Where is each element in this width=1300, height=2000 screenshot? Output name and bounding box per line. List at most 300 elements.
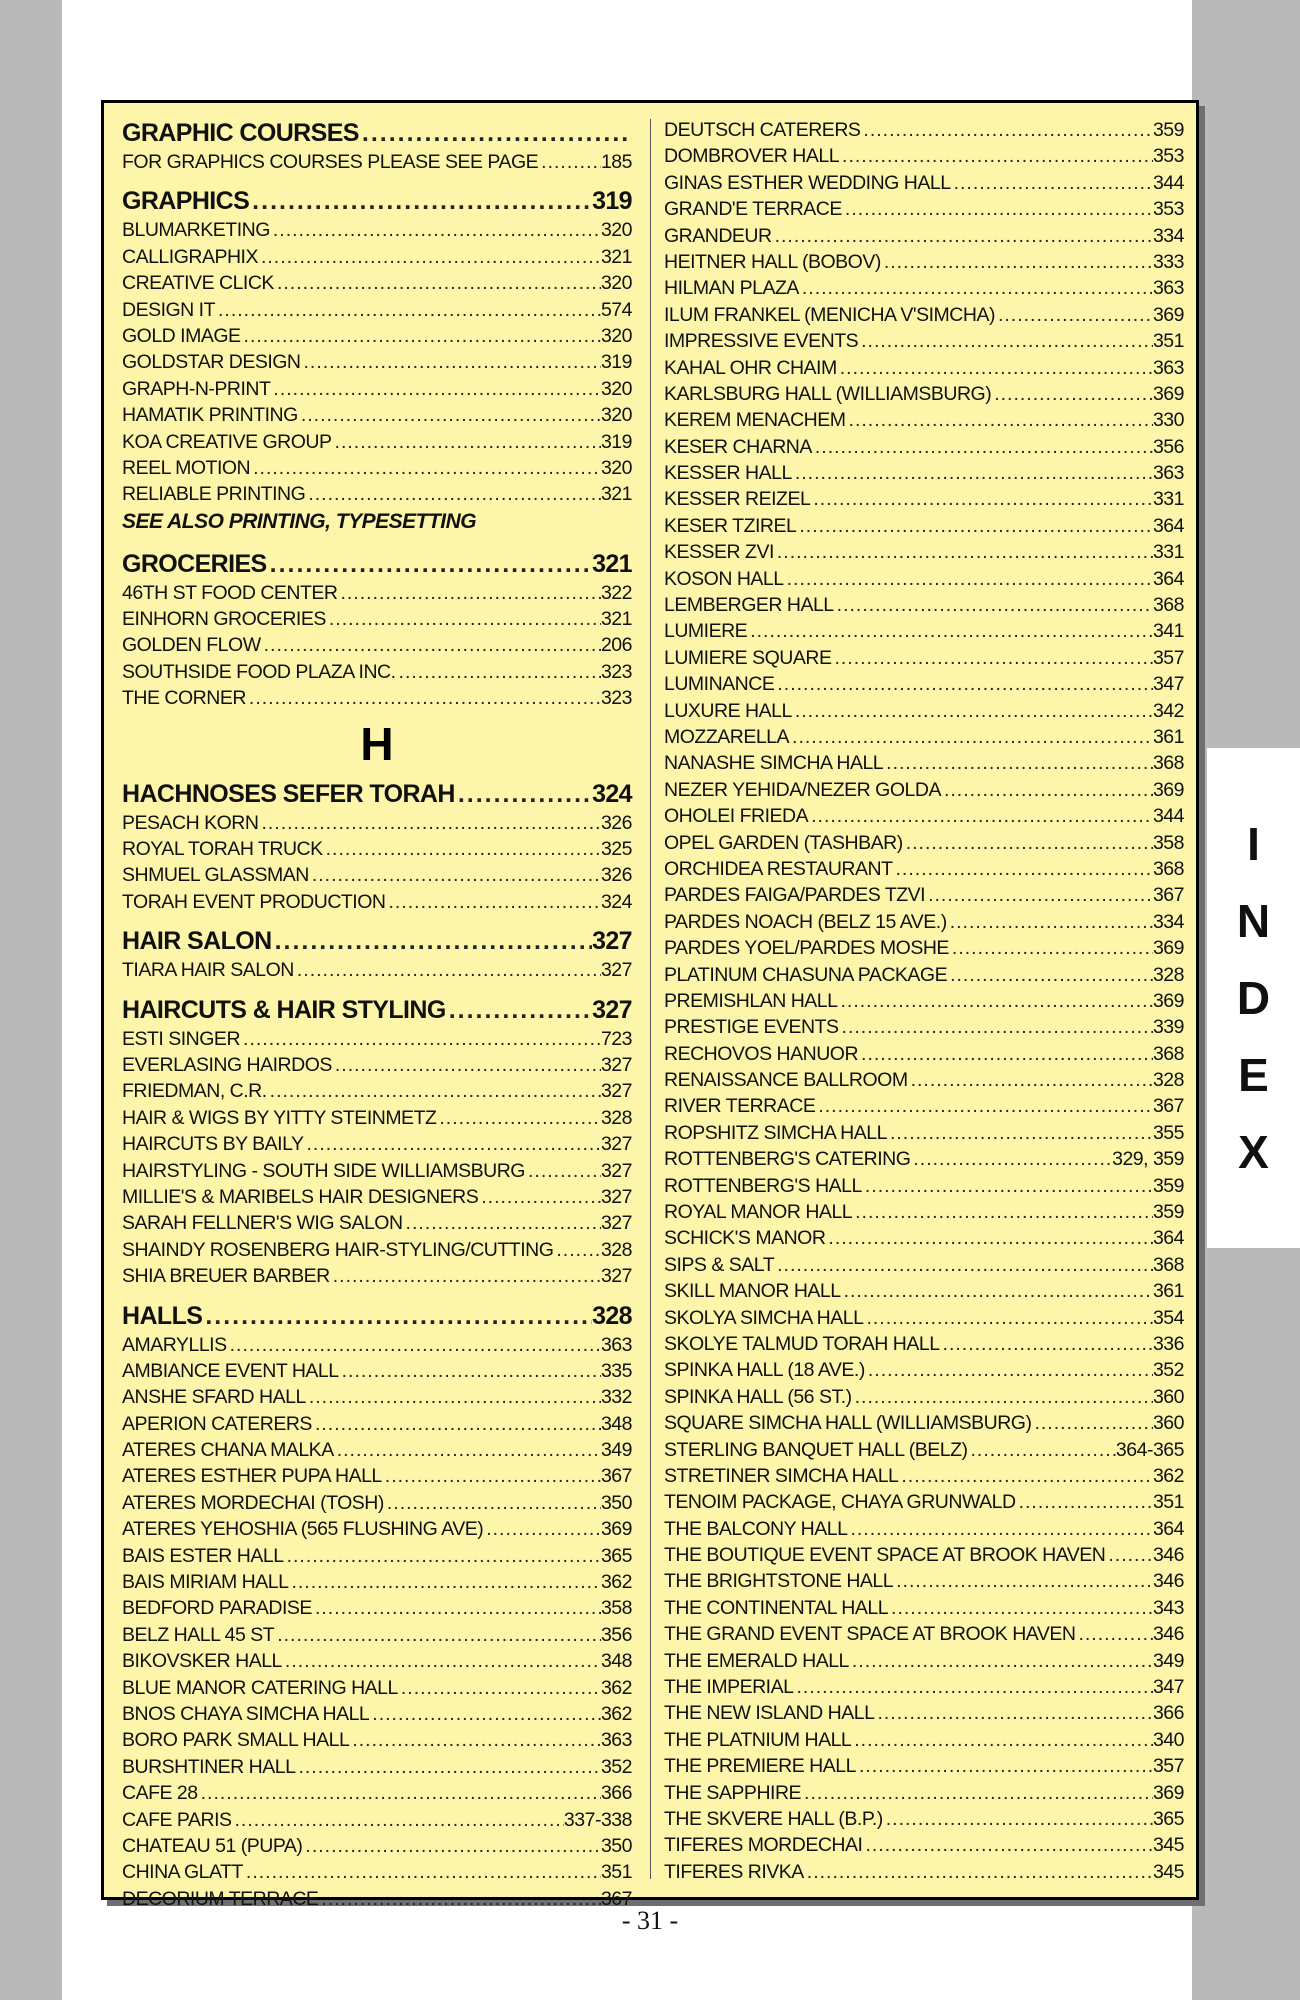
entry-label: THE BALCONY HALL <box>664 1517 848 1540</box>
entry-page-number: 206 <box>600 634 632 657</box>
dot-leader <box>334 1439 601 1462</box>
index-entry <box>664 620 1184 646</box>
index-entry <box>664 1280 1184 1306</box>
dot-leader <box>815 1095 1153 1118</box>
entry-label: PREMISHLAN HALL <box>664 989 838 1012</box>
entry-label: BNOS CHAYA SIMCHA HALL <box>122 1702 370 1725</box>
dot-leader <box>856 1755 1153 1778</box>
entry-page-number: 354 <box>1152 1306 1184 1329</box>
entry-label: THE IMPERIAL <box>664 1676 794 1699</box>
index-entry <box>122 1571 632 1597</box>
dot-leader <box>384 1492 601 1515</box>
category-heading-label: HACHNOSES SEFER TORAH <box>122 779 455 808</box>
index-entry <box>664 119 1184 145</box>
category-page-number: 328 <box>592 1301 632 1330</box>
dot-leader <box>198 1782 601 1805</box>
dot-leader <box>747 620 1153 643</box>
dot-leader <box>338 582 601 605</box>
entry-label: ROTTENBERG'S CATERING <box>664 1148 911 1171</box>
index-entry <box>122 1239 632 1265</box>
dot-leader <box>812 436 1153 459</box>
dot-leader <box>796 515 1153 538</box>
entry-page-number: 344 <box>1152 805 1184 828</box>
dot-leader <box>784 568 1153 591</box>
entry-page-number: 346 <box>1152 1544 1184 1567</box>
entry-label: KOA CREATIVE GROUP <box>122 430 332 453</box>
index-entry <box>664 1544 1184 1570</box>
index-entry <box>664 383 1184 409</box>
index-tab-letter: D <box>1236 971 1271 1024</box>
dot-leader <box>858 1043 1153 1066</box>
entry-label: EVERLASING HAIRDOS <box>122 1053 332 1076</box>
dot-leader <box>774 673 1153 696</box>
index-entry <box>664 1254 1184 1280</box>
entry-page-number: 327 <box>600 1159 632 1182</box>
index-entry <box>664 805 1184 831</box>
category-heading <box>122 187 632 219</box>
entry-page-number: 325 <box>600 838 632 861</box>
dot-leader <box>951 172 1153 195</box>
entry-label: GOLD IMAGE <box>122 324 241 347</box>
entry-page-number: 336 <box>1152 1332 1184 1355</box>
category-heading <box>122 119 632 151</box>
dot-leader <box>258 812 601 835</box>
entry-label: CAFE 28 <box>122 1782 198 1805</box>
dot-leader <box>941 779 1153 802</box>
dot-leader <box>903 832 1153 855</box>
index-entry <box>664 515 1184 541</box>
column-divider <box>650 119 651 1879</box>
entry-page-number: 324 <box>600 890 632 913</box>
entry-label: MOZZARELLA <box>664 725 790 748</box>
index-entry <box>664 673 1184 699</box>
dot-leader <box>538 151 601 174</box>
entry-label: BIKOVSKER HALL <box>122 1650 282 1673</box>
index-entry <box>664 1439 1184 1465</box>
index-entry <box>122 608 632 634</box>
entry-label: PARDES YOEL/PARDES MOSHE <box>664 937 949 960</box>
entry-label: SHAINDY ROSENBERG HAIR-STYLING/CUTTING <box>122 1238 554 1261</box>
entry-page-number: 357 <box>1152 646 1184 669</box>
index-entry <box>122 582 632 608</box>
index-entry <box>664 1597 1184 1623</box>
dot-leader <box>949 937 1153 960</box>
category-page-number: 319 <box>592 187 632 216</box>
entry-page-number: 327 <box>600 1133 632 1156</box>
index-entry <box>122 1186 632 1212</box>
entry-label: ORCHIDEA RESTAURANT <box>664 857 893 880</box>
entry-page-number: 366 <box>1152 1702 1184 1725</box>
index-entry <box>122 246 632 272</box>
index-entry <box>664 1623 1184 1649</box>
entry-label: KESSER ZVI <box>664 541 774 564</box>
index-entry <box>664 700 1184 726</box>
index-entry <box>664 1359 1184 1385</box>
entry-page-number: 352 <box>1152 1359 1184 1382</box>
entry-page-number: 347 <box>1152 1676 1184 1699</box>
see-also-note: SEE ALSO PRINTING, TYPESETTING <box>122 509 477 533</box>
dot-leader <box>898 1465 1153 1488</box>
dot-leader <box>326 608 601 631</box>
dot-leader <box>525 1160 601 1183</box>
index-entry <box>664 225 1184 251</box>
dot-leader <box>825 1227 1153 1250</box>
index-entry <box>122 1028 632 1054</box>
dot-leader <box>1031 1412 1153 1435</box>
entry-page-number: 341 <box>1152 620 1184 643</box>
index-entry <box>122 864 632 890</box>
entry-page-number: 369 <box>600 1518 632 1541</box>
entry-page-number: 364 <box>1152 1227 1184 1250</box>
dot-leader <box>240 1028 601 1051</box>
dot-leader <box>478 1186 601 1209</box>
index-entry <box>664 1755 1184 1781</box>
entry-label: STRETINER SIMCHA HALL <box>664 1464 899 1487</box>
entry-label: SOUTHSIDE FOOD PLAZA INC. <box>122 660 396 683</box>
dot-leader <box>874 1702 1152 1725</box>
dot-leader <box>862 1175 1153 1198</box>
entry-page-number: 345 <box>1152 1860 1184 1883</box>
category-heading-label: GROCERIES <box>122 549 267 578</box>
entry-page-number: 321 <box>600 608 632 631</box>
dot-leader <box>446 996 592 1025</box>
entry-page-number: 322 <box>600 581 632 604</box>
entry-page-number: 574 <box>600 298 632 321</box>
entry-page-number: 364 <box>1152 567 1184 590</box>
entry-label: KAHAL OHR CHAIM <box>664 356 837 379</box>
entry-page-number: 320 <box>600 377 632 400</box>
entry-page-number: 353 <box>1152 198 1184 221</box>
entry-label: DOMBROVER HALL <box>664 145 840 168</box>
entry-label: RENAISSANCE BALLROOM <box>664 1069 908 1092</box>
entry-label: DESIGN IT <box>122 298 216 321</box>
dot-leader <box>288 1571 600 1594</box>
entry-label: GRAND'E TERRACE <box>664 198 842 221</box>
dot-leader <box>267 1080 601 1103</box>
entry-page-number: 368 <box>1152 594 1184 617</box>
entry-page-number: 364 <box>1152 514 1184 537</box>
entry-page-number: 353 <box>1152 145 1184 168</box>
entry-label: THE BRIGHTSTONE HALL <box>664 1570 894 1593</box>
entry-page-number: 339 <box>1152 1016 1184 1039</box>
right-column <box>664 119 1184 1887</box>
entry-page-number: 356 <box>1152 435 1184 458</box>
index-entry <box>122 1160 632 1186</box>
entry-page-number: 369 <box>1152 1781 1184 1804</box>
entry-page-number: 356 <box>600 1623 632 1646</box>
dot-leader <box>305 483 601 506</box>
entry-label: TIFERES RIVKA <box>664 1860 804 1883</box>
dot-leader <box>250 457 601 480</box>
entry-page-number: 350 <box>600 1491 632 1514</box>
dot-leader <box>382 1465 601 1488</box>
entry-page-number: 360 <box>1152 1385 1184 1408</box>
entry-page-number: 368 <box>1152 1253 1184 1276</box>
dot-leader <box>385 891 600 914</box>
entry-label: TIFERES MORDECHAI <box>664 1834 863 1857</box>
entry-page-number: 363 <box>1152 356 1184 379</box>
entry-label: MILLIE'S & MARIBELS HAIR DESIGNERS <box>122 1185 479 1208</box>
entry-page-number: 327 <box>600 1212 632 1235</box>
dot-leader <box>398 1677 601 1700</box>
index-entry <box>122 1624 632 1650</box>
index-entry <box>664 1808 1184 1834</box>
dot-leader <box>860 119 1153 142</box>
index-entry <box>664 990 1184 1016</box>
dot-leader <box>849 1650 1153 1673</box>
entry-label: CALLIGRAPHIX <box>122 245 258 268</box>
dot-leader <box>792 462 1153 485</box>
index-entry <box>664 752 1184 778</box>
index-entry <box>664 172 1184 198</box>
index-entry <box>664 251 1184 277</box>
entry-label: TORAH EVENT PRODUCTION <box>122 890 386 913</box>
index-entry <box>122 1265 632 1291</box>
entry-label: RIVER TERRACE <box>664 1095 816 1118</box>
entry-label: THE CONTINENTAL HALL <box>664 1596 889 1619</box>
entry-page-number: 328 <box>600 1238 632 1261</box>
entry-label: SCHICK'S MANOR <box>664 1227 826 1250</box>
entry-page-number: 320 <box>600 404 632 427</box>
entry-label: GOLDEN FLOW <box>122 634 261 657</box>
index-entry <box>664 1861 1184 1887</box>
dot-leader <box>852 1201 1153 1224</box>
entry-label: THE NEW ISLAND HALL <box>664 1702 875 1725</box>
index-entry <box>122 1545 632 1571</box>
entry-label: CHINA GLATT <box>122 1861 243 1884</box>
entry-page-number: 343 <box>1152 1596 1184 1619</box>
index-entry <box>122 1107 632 1133</box>
entry-page-number: 335 <box>600 1359 632 1382</box>
entry-page-number: 328 <box>600 1106 632 1129</box>
category-page-number: 327 <box>592 927 632 956</box>
dot-leader <box>359 119 632 148</box>
dot-leader <box>925 884 1153 907</box>
index-entry <box>122 272 632 298</box>
index-entry <box>664 1386 1184 1412</box>
entry-label: SPINKA HALL (18 AVE.) <box>664 1359 865 1382</box>
entry-page-number: 351 <box>600 1861 632 1884</box>
entry-label: FOR GRAPHICS COURSES PLEASE SEE PAGE <box>122 151 539 173</box>
entry-page-number: 351 <box>1152 330 1184 353</box>
entry-label: LEMBERGER HALL <box>664 594 834 617</box>
entry-page-number: 328 <box>1152 963 1184 986</box>
entry-page-number: 364 <box>1152 1517 1184 1540</box>
entry-label: PESACH KORN <box>122 811 259 834</box>
entry-page-number: 366 <box>600 1782 632 1805</box>
index-entry <box>664 1307 1184 1333</box>
entry-label: BAIS ESTER HALL <box>122 1544 284 1567</box>
index-entry <box>664 1043 1184 1069</box>
dot-leader <box>270 219 601 242</box>
entry-page-number: 363 <box>600 1333 632 1356</box>
dot-leader <box>298 404 601 427</box>
index-entry <box>122 219 632 245</box>
index-entry <box>664 726 1184 752</box>
dot-leader <box>947 964 1153 987</box>
entry-label: HAIR & WIGS BY YITTY STEINMETZ <box>122 1106 437 1129</box>
dot-leader <box>403 1212 601 1235</box>
index-entry <box>664 832 1184 858</box>
entry-label: NANASHE SIMCHA HALL <box>664 752 884 775</box>
dot-leader <box>837 357 1153 380</box>
entry-page-number: 320 <box>600 324 632 347</box>
entry-page-number: 368 <box>1152 1042 1184 1065</box>
dot-leader <box>436 1107 601 1130</box>
index-entry <box>122 634 632 660</box>
index-entry <box>664 1069 1184 1095</box>
index-entry <box>122 1054 632 1080</box>
index-entry <box>664 1412 1184 1438</box>
entry-label: BLUE MANOR CATERING HALL <box>122 1676 398 1699</box>
dot-leader <box>862 1834 1153 1857</box>
entry-label: LUMINANCE <box>664 673 775 696</box>
dot-leader <box>888 1597 1153 1620</box>
entry-label: CHATEAU 51 (PUPA) <box>122 1834 303 1857</box>
entry-label: TIARA HAIR SALON <box>122 959 294 982</box>
entry-label: APERION CATERERS <box>122 1412 312 1435</box>
left-column <box>122 119 632 1914</box>
index-entry <box>664 884 1184 910</box>
entry-page-number: 333 <box>1152 250 1184 273</box>
index-entry <box>122 351 632 377</box>
index-entry <box>664 1148 1184 1174</box>
entry-page-number: 357 <box>1152 1755 1184 1778</box>
index-entry <box>122 687 632 713</box>
entry-label: RELIABLE PRINTING <box>122 483 306 506</box>
index-entry <box>122 1360 632 1386</box>
entry-page-number: 359 <box>1152 1201 1184 1224</box>
dot-leader <box>831 647 1153 670</box>
dot-leader <box>774 541 1153 564</box>
entry-page-number: 369 <box>1152 778 1184 801</box>
dot-leader <box>1075 1623 1152 1646</box>
entry-page-number: 367 <box>600 1887 632 1910</box>
dot-leader <box>995 304 1153 327</box>
dot-leader <box>863 1307 1153 1330</box>
entry-page-number: 359 <box>1152 1174 1184 1197</box>
index-tab-letter: N <box>1236 894 1271 947</box>
dot-leader <box>249 187 592 216</box>
entry-label: LUMIERE SQUARE <box>664 646 832 669</box>
dot-leader <box>274 1624 601 1647</box>
entry-label: KARLSBURG HALL (WILLIAMSBURG) <box>664 382 992 405</box>
entry-label: ROPSHITZ SIMCHA HALL <box>664 1121 887 1144</box>
dot-leader <box>801 1782 1153 1805</box>
entry-label: THE BOUTIQUE EVENT SPACE AT BROOK HAVEN <box>664 1544 1106 1567</box>
entry-label: AMARYLLIS <box>122 1333 227 1356</box>
entry-page-number: 319 <box>600 430 632 453</box>
index-entry <box>122 1133 632 1159</box>
entry-page-number: 331 <box>1152 488 1184 511</box>
dot-leader <box>865 1359 1153 1382</box>
entry-page-number: 320 <box>600 219 632 242</box>
index-entry <box>122 891 632 917</box>
entry-page-number: 344 <box>1152 171 1184 194</box>
index-entry <box>664 1122 1184 1148</box>
dot-leader <box>309 864 601 887</box>
index-entry <box>664 488 1184 514</box>
entry-label: BAIS MIRIAM HALL <box>122 1571 289 1594</box>
dot-leader <box>834 594 1153 617</box>
index-entry <box>122 1518 632 1544</box>
dot-leader <box>991 383 1153 406</box>
index-entry <box>122 404 632 430</box>
dot-leader <box>893 1570 1153 1593</box>
entry-label: ROYAL MANOR HALL <box>664 1201 853 1224</box>
entry-page-number: 340 <box>1152 1728 1184 1751</box>
dot-leader <box>1105 1544 1153 1567</box>
category-heading <box>122 996 632 1028</box>
entry-page-number: 321 <box>600 245 632 268</box>
entry-label: SPINKA HALL (56 ST.) <box>664 1385 852 1408</box>
dot-leader <box>908 1069 1153 1092</box>
index-entry <box>664 1518 1184 1544</box>
entry-page-number: 331 <box>1152 541 1184 564</box>
entry-page-number: 320 <box>600 272 632 295</box>
entry-label: BELZ HALL 45 ST <box>122 1623 275 1646</box>
index-entry <box>664 937 1184 963</box>
dot-leader <box>332 1054 601 1077</box>
entry-page-number: 362 <box>1152 1464 1184 1487</box>
entry-label: ESTI SINGER <box>122 1027 241 1050</box>
entry-page-number: 367 <box>600 1465 632 1488</box>
dot-leader <box>243 1861 601 1884</box>
dot-leader <box>455 780 592 809</box>
entry-label: ROYAL TORAH TRUCK <box>122 838 323 861</box>
index-tab-letter: E <box>1238 1048 1269 1101</box>
dot-leader <box>839 145 1153 168</box>
entry-label: GRAPH-N-PRINT <box>122 377 271 400</box>
index-entry <box>664 911 1184 937</box>
entry-label: STERLING BANQUET HALL (BELZ) <box>664 1438 968 1461</box>
entry-page-number: 350 <box>600 1834 632 1857</box>
entry-page-number: 363 <box>600 1729 632 1752</box>
index-entry <box>122 1465 632 1491</box>
entry-label: PLATINUM CHASUNA PACKAGE <box>664 963 948 986</box>
entry-label: BORO PARK SMALL HALL <box>122 1729 350 1752</box>
entry-label: SHMUEL GLASSMAN <box>122 864 309 887</box>
entry-label: NEZER YEHIDA/NEZER GOLDA <box>664 778 941 801</box>
entry-label: KESER TZIREL <box>664 514 797 537</box>
index-tab-letter: I <box>1247 817 1260 870</box>
entry-page-number: 345 <box>1152 1834 1184 1857</box>
entry-label: THE PLATNIUM HALL <box>664 1728 852 1751</box>
entry-page-number: 327 <box>600 1080 632 1103</box>
index-entry <box>664 568 1184 594</box>
index-entry <box>122 1492 632 1518</box>
index-entry <box>664 1333 1184 1359</box>
index-panel <box>101 100 1199 1910</box>
dot-leader <box>323 838 601 861</box>
category-heading <box>122 927 632 959</box>
entry-label: FRIEDMAN, C.R. <box>122 1080 267 1103</box>
entry-label: ATERES CHANA MALKA <box>122 1439 334 1462</box>
index-entry <box>122 1809 632 1835</box>
dot-leader <box>312 1413 601 1436</box>
index-entry <box>664 436 1184 462</box>
index-entry <box>664 1729 1184 1755</box>
entry-label: IMPRESSIVE EVENTS <box>664 330 859 353</box>
index-side-tab <box>1207 748 1300 1248</box>
index-entry <box>122 1756 632 1782</box>
index-entry <box>122 1413 632 1439</box>
category-page-number: 321 <box>592 549 632 578</box>
dot-leader <box>851 1729 1153 1752</box>
entry-page-number: 361 <box>1152 725 1184 748</box>
index-entry <box>122 483 632 509</box>
entry-page-number: 327 <box>600 959 632 982</box>
